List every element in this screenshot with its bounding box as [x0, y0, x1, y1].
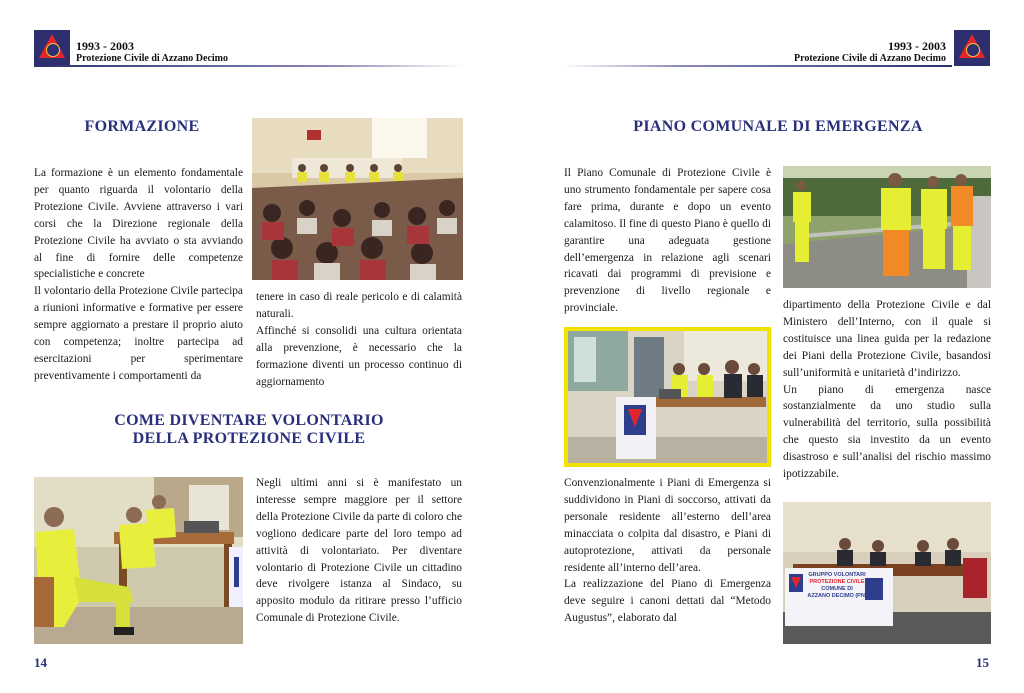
page-number-right: 15 — [976, 655, 989, 670]
piano-paragraph-4: dipartimento della Protezione Civile e dal Ministero dell’Interno, con il quale si costituisce una linea guida per la redazione dei Piani della Protezione Civile, basandosi sull’uniformità e unitarietà d’indirizzo. — [783, 299, 991, 379]
piano-column-1-bottom — [564, 475, 771, 627]
piano-paragraph-2: Convenzionalmente i Piani di Emergenza si suddividono in Piani di soccorso, attivati da personale residente all’esterno dell’area minacciata o colpita dal disastro, e Piani di autoprotezione, attivati da personale residente all’interno dell’area. — [564, 477, 771, 574]
section-title-volontario-line-2: DELLA PROTEZIONE CIVILE — [132, 430, 366, 447]
piano-column-1-top — [564, 165, 771, 317]
header-org-right: Protezione Civile di Azzano Decimo — [793, 53, 946, 64]
section-title-piano: PIANO COMUNALE DI EMERGENZA — [633, 118, 923, 135]
meeting-table-photo — [564, 327, 771, 467]
banner-line-2: PROTEZIONE CIVILE — [809, 579, 865, 585]
conference-photo — [783, 502, 991, 644]
piano-paragraph-5: Un piano di emergenza nasce sostanzialmente da uno studio sulla vulnerabilità del territorio, sulla possibilità che questo sia investito da un evento disastroso e sull’analisi del rischio massimo ipotizzabile. — [783, 383, 991, 481]
civil-protection-logo-icon-right — [954, 30, 990, 66]
volontario-paragraph: Negli ultimi anni si è manifestato un interesse sempre maggiore per il settore della Protezione Civile da parte di coloro che vogliono dedicare parte del loro tempo ad attività di volontariato. Per diventare volontario di Protezione Civile un cittadino deve rivolgere istanza al Sindaco, su apposito modulo da ritirare presso l’ufficio Comunale di Protezione Civile. — [256, 477, 462, 625]
piano-column-2 — [783, 297, 991, 483]
banner-line-1: GRUPPO VOLONTARI — [808, 572, 866, 578]
formazione-paragraph-3: tenere in caso di reale pericolo e di calamità naturali. — [256, 291, 462, 320]
formazione-column-2 — [256, 289, 462, 390]
section-title-volontario-line-1: COME DIVENTARE VOLONTARIO — [114, 412, 384, 429]
header-rule-right — [562, 65, 952, 67]
civil-protection-logo-icon — [34, 30, 70, 66]
banner-line-3: COMUNE DI — [821, 586, 853, 592]
volunteers-office-photo — [34, 477, 243, 644]
piano-paragraph-3: La realizzazione del Piano di Emergenza deve seguire i canoni dettati dal “Metodo Augustus”, elaborato dal — [564, 578, 771, 625]
header-rule — [34, 65, 464, 67]
section-title-formazione: FORMAZIONE — [84, 118, 200, 135]
training-session-photo — [252, 118, 463, 280]
page-number-left: 14 — [34, 655, 47, 670]
formazione-column-1 — [34, 165, 243, 385]
banner-text — [807, 572, 867, 600]
banner-line-4: AZZANO DECIMO (PN) — [807, 593, 867, 599]
road-volunteers-photo — [783, 166, 991, 288]
piano-paragraph-1: Il Piano Comunale di Protezione Civile è uno strumento fondamentale per sapere cosa fare prima, durante e dopo un evento calamitoso. Il fine di questo Piano è quello di garantire una adeguata gestione dell’emergenza in relazione agli scenari ricavati dai programmi di previsione e prevenzione di livello regionale e provinciale. — [564, 167, 771, 315]
formazione-paragraph-4: Affinché si consolidi una cultura orientata alla prevenzione, è necessario che la formazione diventi un processo continuo di aggiornamento — [256, 324, 462, 388]
header-org: Protezione Civile di Azzano Decimo — [76, 53, 229, 64]
volontario-text — [256, 475, 462, 627]
header-years: 1993 - 2003 — [76, 39, 134, 53]
right-page — [512, 0, 1024, 693]
formazione-paragraph-1: La formazione è un elemento fondamentale per quanto riguarda il volontario della Protezione Civile. Avviene attraverso i vari corsi che la Direzione regionale della Protezione Civile ha avviato o sta avviando al fine di fornire delle competenze specialistiche e concrete — [34, 167, 243, 281]
formazione-paragraph-2: Il volontario della Protezione Civile partecipa a riunioni informative e formative per essere sempre aggiornato a prestare il proprio aiuto con competenza; inoltre partecipa ad esercitazioni per sperimentare preventivamente i comportamenti da — [34, 285, 243, 382]
header-years-right: 1993 - 2003 — [888, 39, 946, 53]
section-title-volontario — [34, 412, 464, 448]
